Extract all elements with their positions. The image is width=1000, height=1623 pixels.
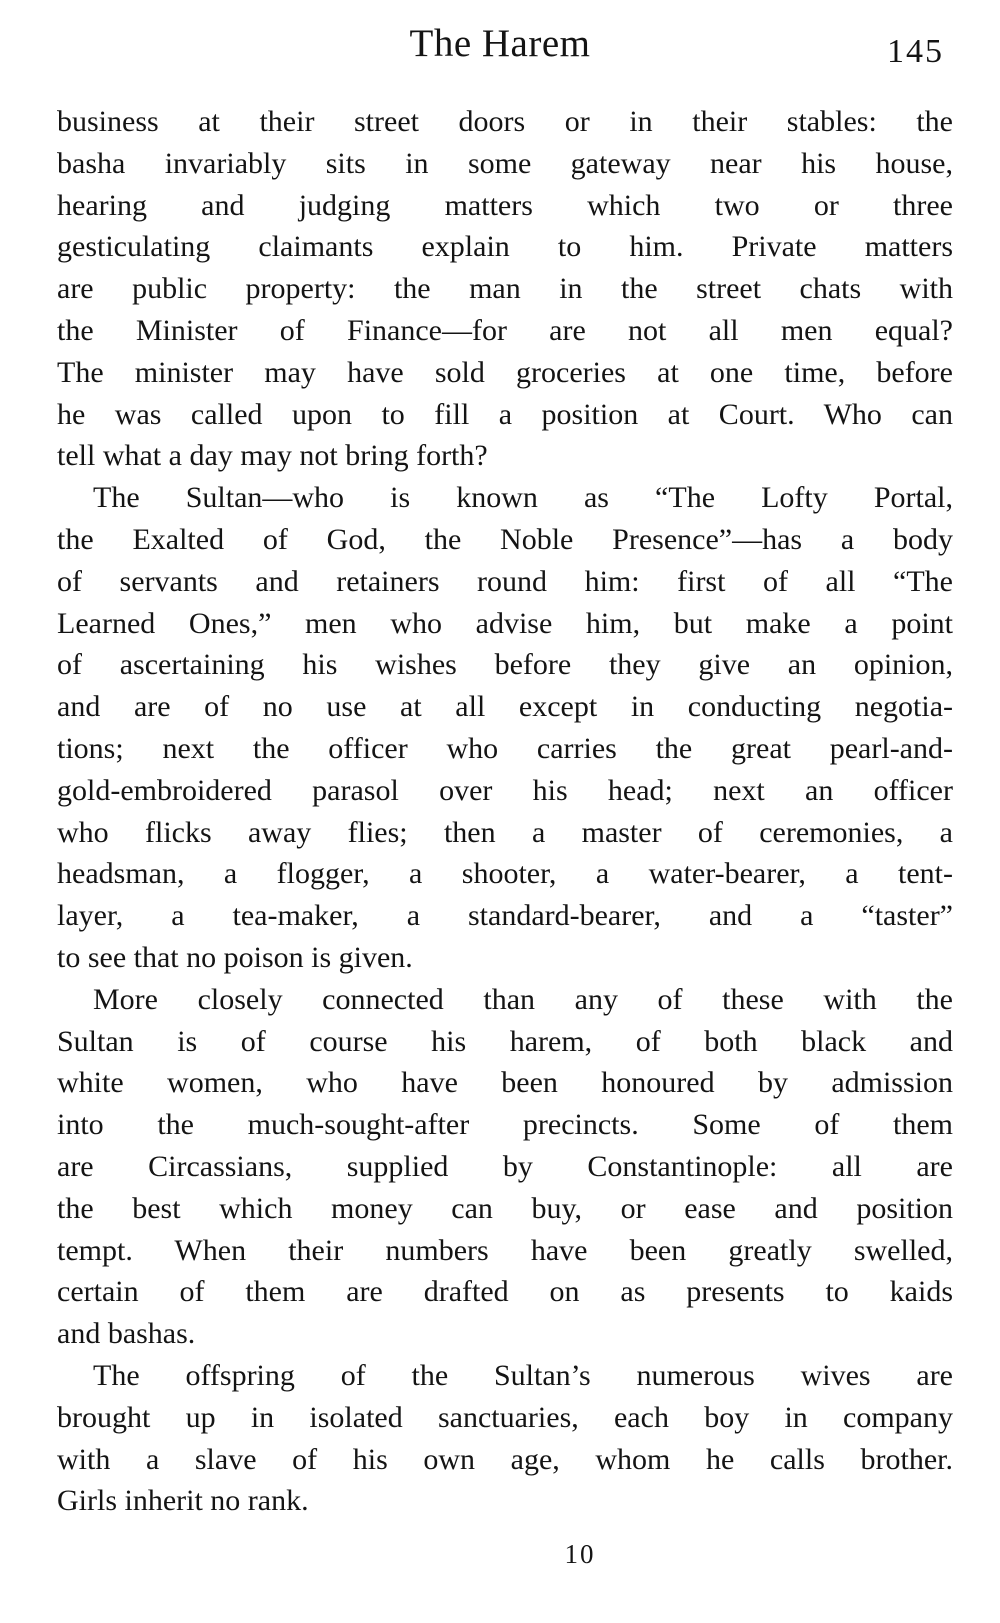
text-line: Sultan is of course his harem, of both black and [57,1024,953,1058]
text-line: and are of no use at all except in conducting negotia- [57,690,953,724]
text-line: are public property: the man in the street chats with [57,272,953,306]
text-line: the Exalted of God, the Noble Presence”—has a body [57,522,953,556]
paragraph [57,101,953,477]
text-line: The minister may have sold groceries at one time, before [57,355,953,389]
text-line: gesticulating claimants explain to him. Private matters [57,230,953,264]
text-line: brought up in isolated sanctuaries, each boy in company [57,1400,953,1434]
text-line: hearing and judging matters which two or three [57,188,953,222]
text-line: headsman, a flogger, a shooter, a water-bearer, a tent- [57,857,953,891]
text-line: into the much-sought-after precincts. Some of them [57,1108,953,1142]
text-line: Girls inherit no rank. [57,1484,309,1518]
text-line: he was called upon to fill a position at Court. Who can [57,397,953,431]
text-line: basha invariably sits in some gateway near his house, [57,146,953,180]
running-title: The Harem [409,22,591,65]
page-number: 145 [887,33,944,70]
text-line: of servants and retainers round him: first of all “The [57,564,953,598]
text-line: the Minister of Finance—for are not all men equal? [57,313,953,347]
text-line: Learned Ones,” men who advise him, but make a point [57,606,953,640]
text-line: More closely connected than any of these with the [93,982,953,1016]
text-line: the best which money can buy, or ease and position [57,1191,953,1225]
text-line: The offspring of the Sultan’s numerous wives are [93,1358,953,1392]
text-line: to see that no poison is given. [57,940,413,974]
text-line: and bashas. [57,1317,196,1351]
paragraph [57,979,953,1355]
text-line: gold-embroidered parasol over his head; next an officer [57,773,953,807]
text-line: with a slave of his own age, whom he calls brother. [57,1442,953,1476]
text-line: tions; next the officer who carries the great pearl-and- [57,731,953,765]
paragraph [57,1355,953,1522]
text-line: tell what a day may not bring forth? [57,439,488,473]
text-line: tempt. When their numbers have been greatly swelled, [57,1233,953,1267]
body-text [57,101,953,1522]
paragraph [57,477,953,979]
text-line: are Circassians, supplied by Constantinople: all are [57,1149,953,1183]
text-line: white women, who have been honoured by admission [57,1066,953,1100]
text-line: certain of them are drafted on as presents to kaids [57,1275,953,1309]
signature-mark: 10 [564,1539,596,1569]
text-line: business at their street doors or in their stables: the [57,105,953,138]
text-line: The Sultan—who is known as “The Lofty Portal, [93,481,953,515]
text-line: of ascertaining his wishes before they give an opinion, [57,648,953,682]
text-line: layer, a tea-maker, a standard-bearer, and a “taster” [57,899,953,933]
text-line: who flicks away flies; then a master of ceremonies, a [57,815,953,849]
